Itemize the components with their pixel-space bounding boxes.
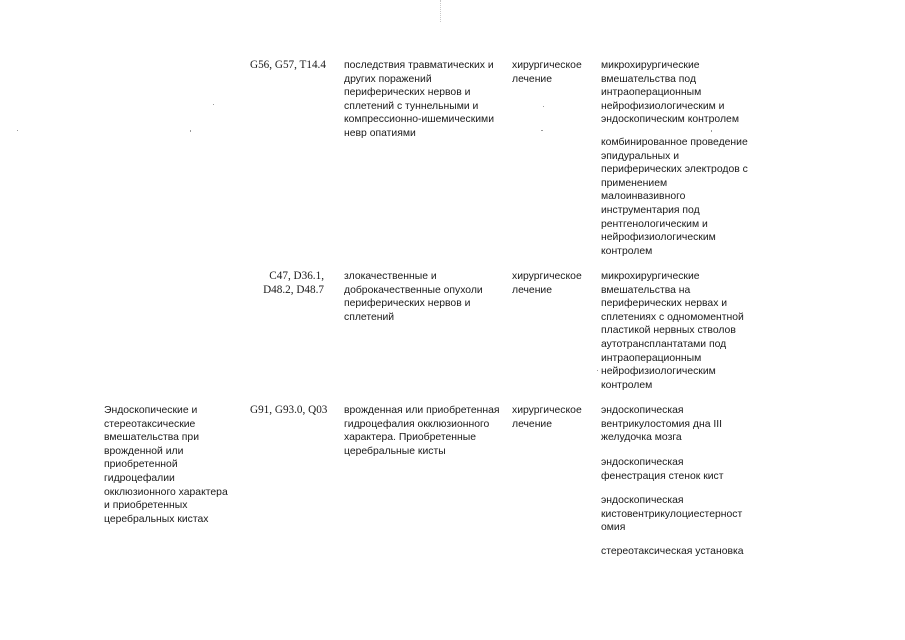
row3-method-4: стереотаксическая установка	[601, 546, 744, 557]
scan-speck	[711, 130, 712, 132]
scan-speck	[190, 130, 191, 132]
page-fold-mark	[440, 0, 442, 22]
scan-speck	[597, 370, 598, 371]
row3-diagnosis: врожденная или приобретенная гидроцефалия окклюзионного характера. Приобретенные церебральные кисты	[344, 405, 500, 457]
row3-codes: G91, G93.0, Q03	[250, 404, 328, 416]
row1-diagnosis: последствия травматических и других поражений периферических нервов и сплетений с туннельными и компрессионно-ишемическими невр опатиями	[344, 60, 495, 139]
row3-method-3: эндоскопическая кистовентрикулоциестерност омия	[601, 495, 743, 534]
row3-treatment: хирургическое лечение	[512, 405, 582, 430]
row3-method-2: эндоскопическая фенестрация стенок кист	[601, 457, 724, 482]
scan-speck	[543, 106, 544, 107]
row2-treatment: хирургическое лечение	[512, 271, 582, 296]
row3-group: Эндоскопические и стереотаксические вмешательства при врожденной или приобретенной гидроцефалии окклюзионного характера и приобретенных церебральных кистах	[104, 405, 228, 525]
row2-diagnosis: злокачественные и доброкачественные опухоли периферических нервов и сплетений	[344, 271, 483, 323]
row3-method-1: эндоскопическая вентрикулостомия дна III желудочка мозга	[601, 405, 723, 444]
row1-method-2: комбинированное проведение эпидуральных и периферических электродов с применением малоинвазивного инструментария под рентгенологическим и нейрофизиологическим контролем	[601, 137, 748, 257]
row1-treatment: хирургическое лечение	[512, 60, 582, 85]
scan-speck	[17, 130, 18, 131]
row1-method-1: микрохирургические вмешательства под интраоперационным нейрофизиологическим и эндоскопическим контролем	[601, 60, 739, 126]
scan-speck	[213, 104, 214, 105]
scan-speck	[541, 130, 543, 131]
row1-codes: G56, G57, T14.4	[250, 59, 326, 71]
row2-method-1: микрохирургические вмешательства на периферических нервах и сплетениях с одномоментной пластикой нервных стволов аутотрансплантатами под интраоперационным нейрофизиологическим контролем	[601, 271, 744, 391]
row2-codes: C47, D36.1, D48.2, D48.7	[263, 270, 324, 296]
